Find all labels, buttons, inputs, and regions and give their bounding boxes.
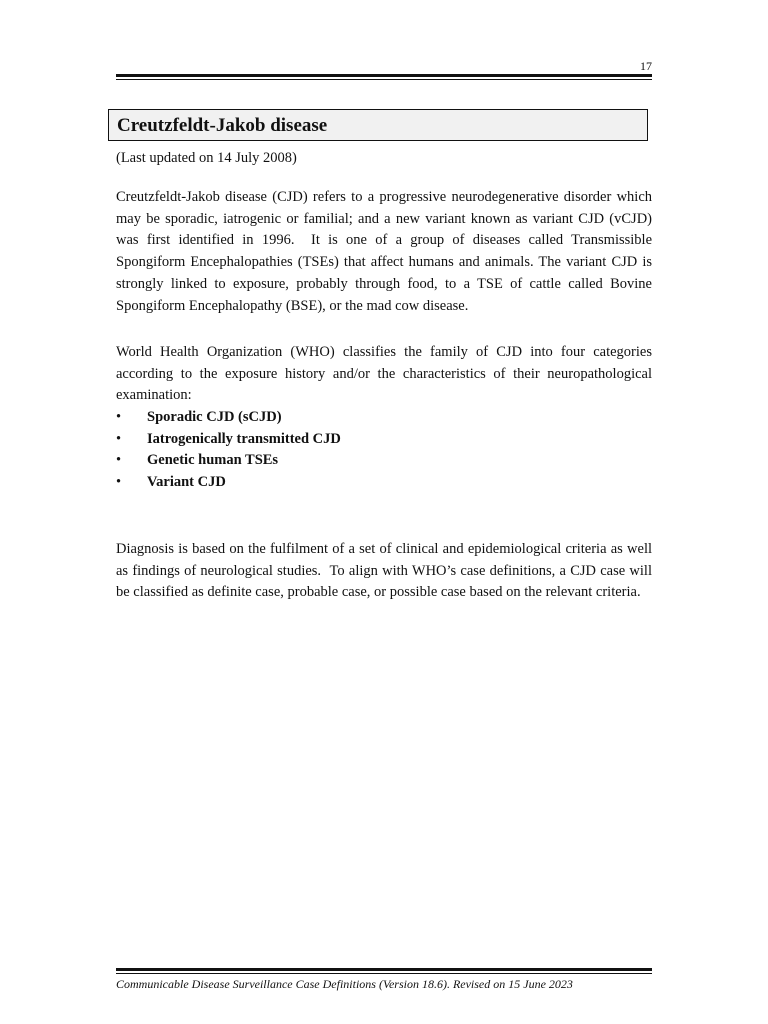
list-item (116, 407, 652, 429)
category-label: Iatrogenically transmitted CJD (147, 430, 341, 447)
section-title: Creutzfeldt-Jakob disease (117, 115, 328, 136)
bullet-icon: • (116, 409, 122, 425)
footer-rule-thin (116, 973, 652, 974)
diagnosis-paragraph: Diagnosis is based on the fulfilment of a set of clinical and epidemiological criteria as well as findings of neurological studies. To align with WHO’s case definitions, a CJD case will be classified as definite case, probable case, or possible case based on the relevant criteria. (116, 541, 652, 601)
bullet-icon: • (116, 452, 122, 469)
intro-paragraph: Creutzfeldt-Jakob disease (CJD) refers to a progressive neurodegenerative disorder which may be sporadic, iatrogenic or familial; and a new variant known as variant CJD (vCJD) was first identified in 1996. It is one of a group of diseases called Transmissible Spongiform Encephalopathies (TSEs) that affect humans and animals. The variant CJD is strongly linked to exposure, probably through food, to a TSE of cattle called Bovine Spongiform Encephalopathy (BSE), or the mad cow disease. (116, 189, 652, 314)
category-label: Genetic human TSEs (147, 452, 279, 469)
who-classification-paragraph: World Health Organization (WHO) classifies the family of CJD into four categories according to the exposure history and/or the characteristics of their neuropathological examination: (116, 344, 652, 404)
page-number: 17 (640, 59, 652, 73)
list-item (116, 429, 652, 451)
section-title-box (108, 109, 648, 141)
bullet-icon: • (116, 430, 122, 447)
cjd-category-list (116, 407, 652, 494)
list-item (116, 472, 652, 494)
header-rule-thin (116, 79, 652, 80)
footer-text: Communicable Disease Surveillance Case Definitions (Version 18.6). Revised on 15 June 2023 (116, 977, 573, 991)
list-item (116, 450, 652, 472)
footer-rule-thick (116, 968, 652, 971)
category-label: Variant CJD (147, 474, 226, 491)
header-rule-thick (116, 74, 652, 77)
last-updated-note: (Last updated on 14 July 2008) (116, 150, 297, 166)
category-label: Sporadic CJD (sCJD) (147, 409, 282, 425)
bullet-icon: • (116, 474, 122, 491)
